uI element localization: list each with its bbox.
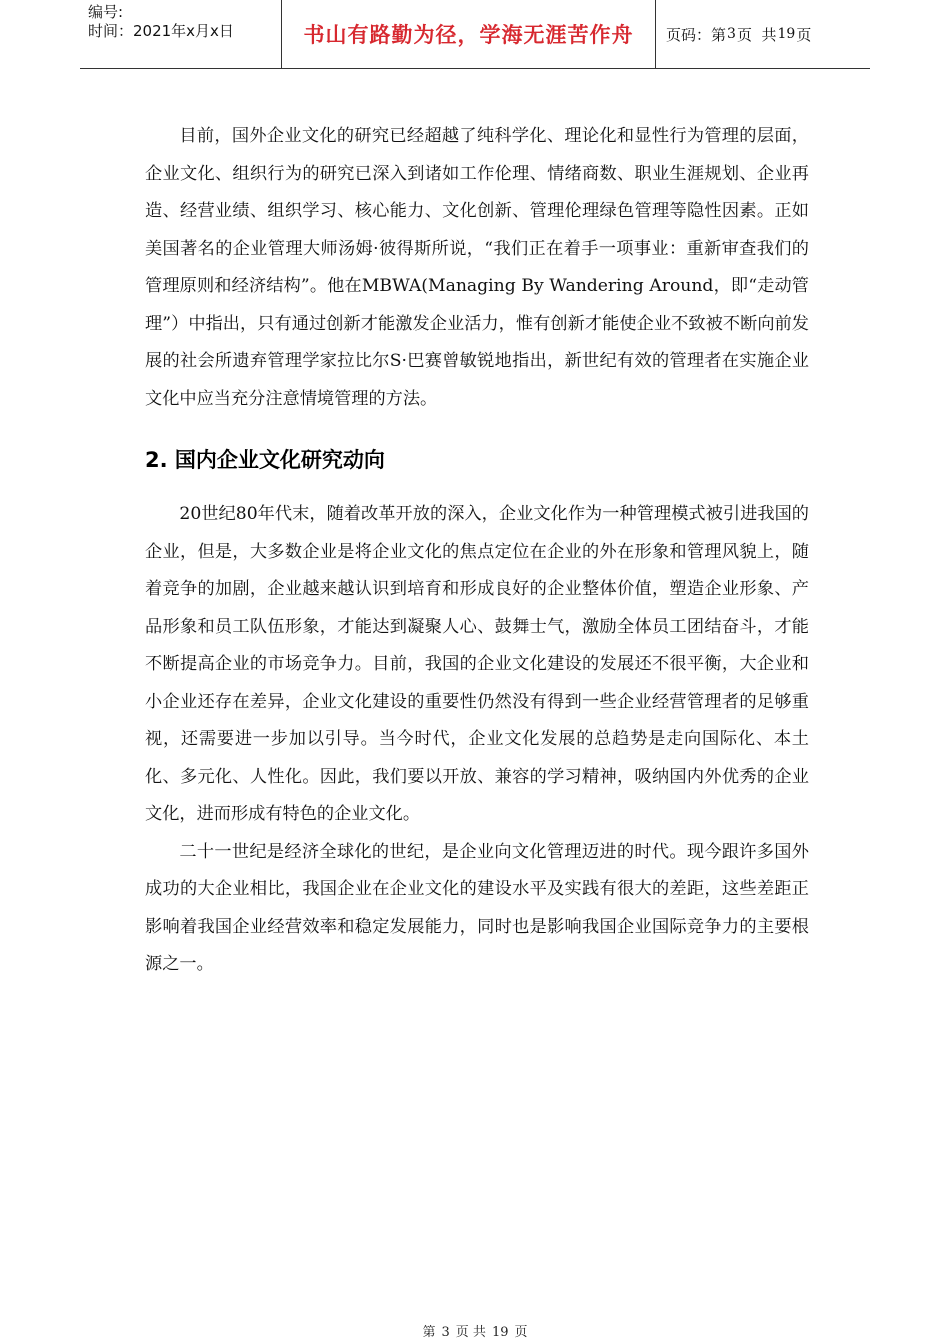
- page-suffix: 页: [796, 25, 812, 44]
- document-time-label: 时间：2021年x月x日: [88, 22, 234, 40]
- footer-mid: 页 共: [455, 1325, 486, 1340]
- page-mid: 页 共: [736, 25, 777, 44]
- footer-suffix: 页: [514, 1325, 528, 1340]
- footer-total: 19: [491, 1325, 509, 1340]
- footer-current: 3: [441, 1325, 450, 1340]
- paragraph-globalization: 二十一世纪是经济全球化的世纪，是企业向文化管理迈进的时代。现今跟许多国外成功的大企业相比，我国企业在企业文化的建设水平及实践有很大的差距，这些差距正影响着我国企业经营效率和稳定发展能力，同时也是影响我国企业国际竞争力的主要根源之一。: [145, 841, 809, 974]
- page-total: 19: [777, 26, 796, 42]
- paragraph-foreign-research: 目前，国外企业文化的研究已经超越了纯科学化、理论化和显性行为管理的层面，企业文化、组织行为的研究已深入到诸如工作伦理、情绪商数、职业生涯规划、企业再造、经营业绩、组织学习、核心能力、文化创新、管理伦理绿色管理等隐性因素。正如美国著名的企业管理大师汤姆·彼得斯所说，“我们正在着手一项事业：重新审查我们的管理原则和经济结构”。他在MBWA(Managing By Wandering Around，即“走动管理”）中指出，只有通过创新才能激发企业活力，惟有创新才能使企业不致被不断向前发展的社会所遗弃管理学家拉比尔S·巴赛曾敏锐地指出，新世纪有效的管理者在实施企业文化中应当充分注意情境管理的方法。: [145, 126, 809, 409]
- header-page-indicator: [656, 0, 870, 68]
- document-number-label: 编号:: [88, 3, 124, 21]
- document-body: [145, 118, 809, 984]
- page-current: 3: [727, 26, 736, 42]
- footer-prefix: 第: [422, 1325, 436, 1340]
- page-header: [80, 0, 870, 69]
- paragraph-domestic-trends: 20世纪80年代末，随着改革开放的深入，企业文化作为一种管理模式被引进我国的企业，但是，大多数企业是将企业文化的焦点定位在企业的外在形象和管理风貌上，随着竞争的加剧，企业越来越认识到培育和形成良好的企业整体价值，塑造企业形象、产品形象和员工队伍形象，才能达到凝聚人心、鼓舞士气，激励全体员工团结奋斗，才能不断提高企业的市场竞争力。目前，我国的企业文化建设的发展还不很平衡，大企业和小企业还存在差异，企业文化建设的重要性仍然没有得到一些企业经营管理者的足够重视，还需要进一步加以引导。当今时代，企业文化发展的总趋势是走向国际化、本土化、多元化、人性化。因此，我们要以开放、兼容的学习精神，吸纳国内外优秀的企业文化，进而形成有特色的企业文化。: [145, 504, 809, 824]
- header-meta: [80, 0, 282, 68]
- page-prefix: 页码：第: [666, 25, 727, 44]
- page-footer: [0, 1325, 950, 1341]
- header-motto: 书山有路勤为径，学海无涯苦作舟: [282, 0, 656, 68]
- section-heading: 2. 国内企业文化研究动向: [145, 448, 385, 472]
